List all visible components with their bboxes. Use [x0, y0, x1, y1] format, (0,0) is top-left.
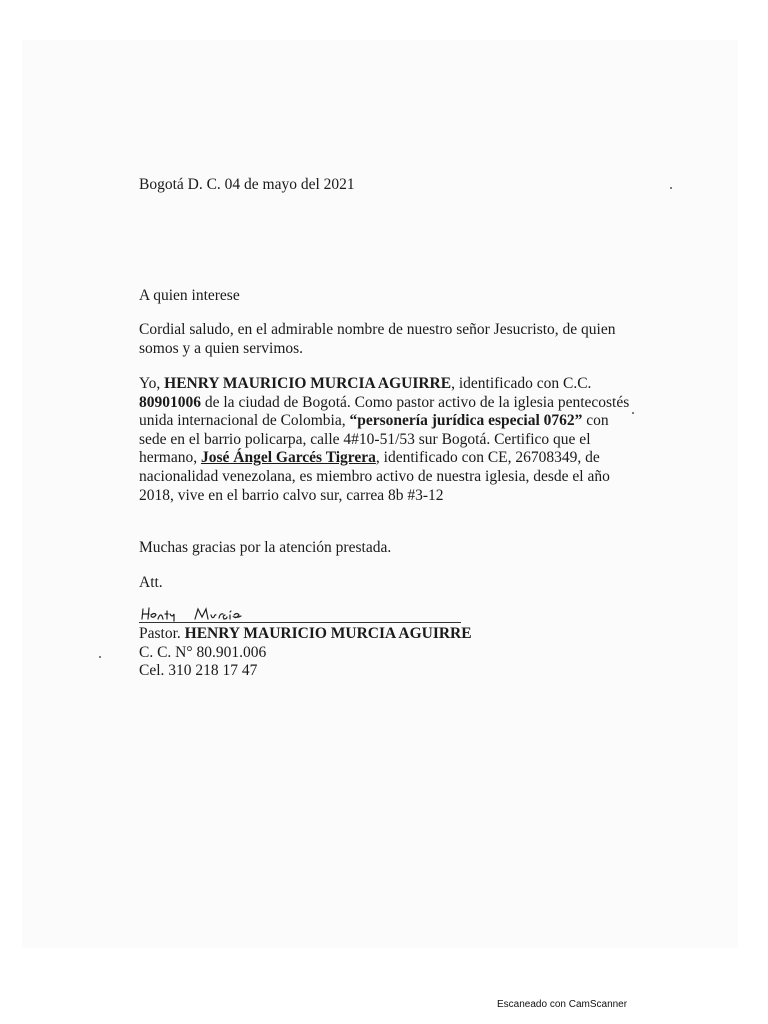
signatory-details: [139, 625, 639, 681]
legal-status: “personería jurídica especial 0762”: [349, 412, 583, 430]
body-paragraph: [139, 375, 639, 505]
signatory-name: HENRY MAURICIO MURCIA AGUIRRE: [184, 625, 472, 642]
greeting-text: Cordial saludo, en el admirable nombre de nuestro señor Jesucristo, de quien somos y a quien servimos.: [139, 321, 616, 357]
signatory-name-line: [139, 625, 639, 644]
body-text: [139, 375, 639, 505]
member-details: , identificado con CE, 26708349, de nacionalidad venezolana, es miembro activo de nuestra iglesia, desde el año 2018, vive en el barrio calvo sur, carrea 8b #3-12: [139, 449, 610, 504]
identified-with-text: , identificado con C.C.: [451, 375, 592, 392]
pastor-name: HENRY MAURICIO MURCIA AGUIRRE: [164, 375, 452, 392]
dateline: [139, 176, 639, 195]
greeting-paragraph: [139, 321, 639, 358]
scan-speck: [670, 187, 672, 189]
signatory-title: Pastor.: [139, 625, 185, 642]
addressee-text: A quien interese: [139, 287, 240, 304]
body-intro: Yo,: [139, 375, 165, 392]
handwritten-signature: [139, 603, 469, 623]
signatory-id: C. C. N° 80.901.006: [139, 643, 267, 661]
closing-text: Muchas gracias por la atención prestada.: [139, 539, 392, 556]
att-text: Att.: [139, 574, 163, 591]
scan-speck: [632, 412, 634, 414]
member-name: José Ángel Garcés Tigrera: [200, 449, 376, 467]
addressee: [139, 287, 639, 306]
city-church-text: de la ciudad de Bogotá. Como pastor activo de la iglesia pentecostés unida internacional de Colombia,: [139, 393, 630, 430]
cc-number: 80901006: [139, 393, 201, 411]
scan-speck: [99, 656, 101, 658]
headquarters-text: con sede en el barrio policarpa, calle 4#10-51/53 sur Bogotá. Certifico que el hermano,: [139, 412, 609, 467]
dateline-text: Bogotá D. C. 04 de mayo del 2021: [139, 176, 355, 193]
signature-block: [139, 603, 469, 623]
closing-paragraph: [139, 539, 639, 558]
camscanner-stamp: Escaneado con CamScanner: [497, 999, 628, 1010]
att-line: [139, 574, 639, 593]
signature-line: [139, 622, 461, 623]
signatory-phone: Cel. 310 218 17 47: [139, 662, 258, 680]
